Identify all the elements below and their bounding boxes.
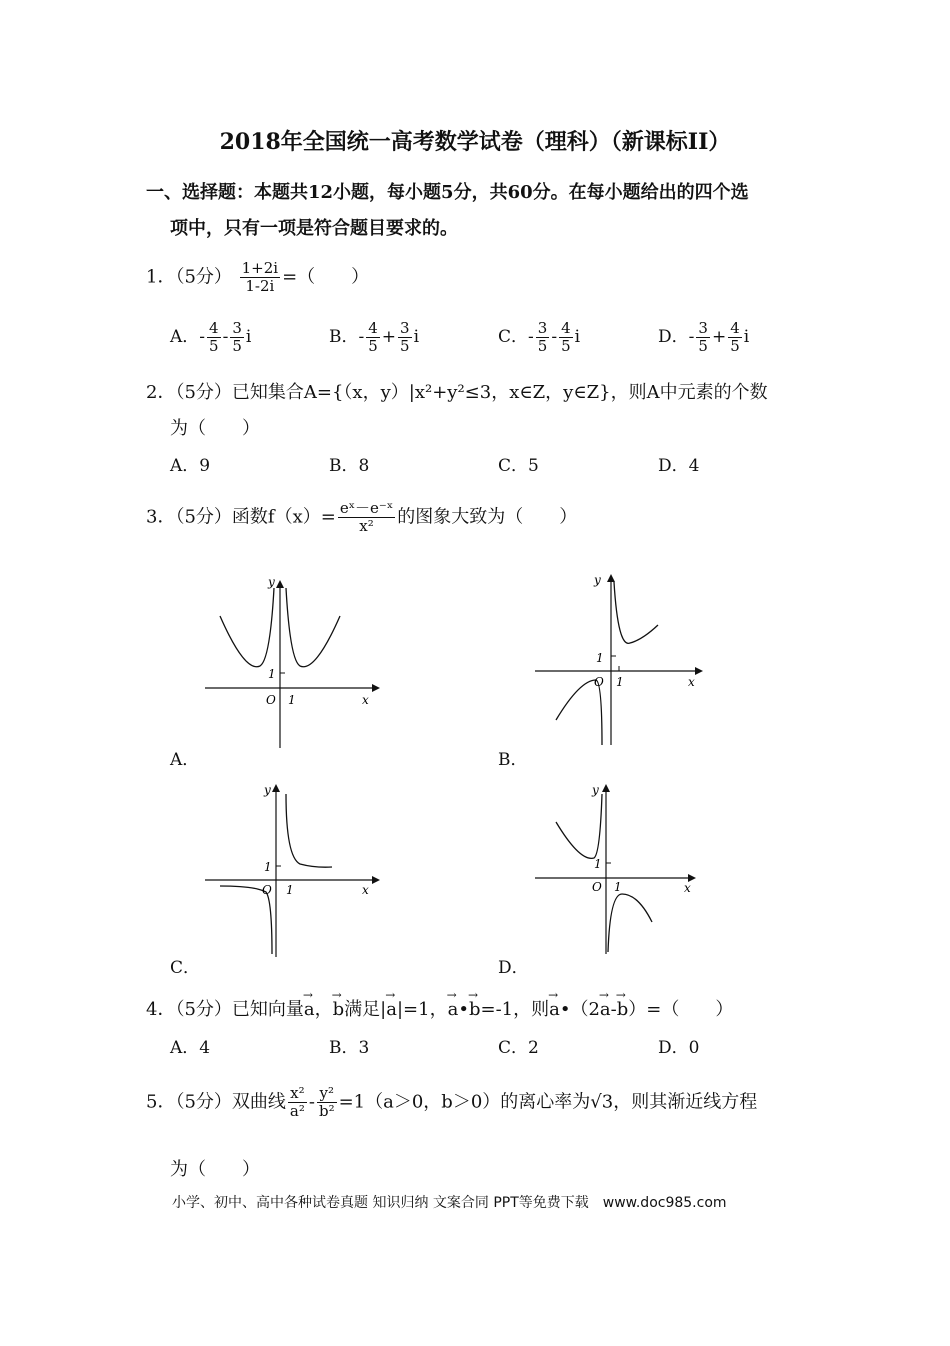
question-2-line2: 为（ ） [170, 418, 260, 439]
graph-b-x-label: x [688, 675, 695, 689]
q1-score: （5分） [175, 266, 232, 288]
q4-option-c: C．2 [498, 1038, 539, 1058]
q1-option-c: C．- $\frac{3}{5}$ - $\frac{4}{5}$ i [498, 319, 581, 355]
question-5: 5．（5分）双曲线 $\frac{\text{x²}}{\text{a²}}$ - $\frac{\text{y²}}{\text{b²}}$ =1（a＞0，b＞0）的离心率为√3，则其渐近线方程 [146, 1084, 758, 1120]
q3-prefix: 3．（5分）函数f（x）= [146, 506, 336, 528]
graph-b-one-y: 1 [596, 651, 604, 665]
graph-c [200, 782, 380, 960]
vector-b: → b [333, 999, 345, 1020]
graph-c-one-y: 1 [264, 860, 272, 874]
q1-tail: =（ ） [282, 266, 370, 288]
graph-d-x-label: x [684, 881, 691, 895]
section-heading-line1: 一、选择题：本题共12小题，每小题5分，共60分。在每小题给出的四个选 [146, 182, 749, 203]
sqrt-3: √3 [590, 1091, 614, 1113]
section-heading-line2: 项中，只有一项是符合题目要求的。 [170, 218, 458, 239]
graph-d-y-label: y [592, 783, 599, 797]
question-5-line2: 为（ ） [170, 1159, 260, 1180]
q2-option-a: A．9 [170, 456, 211, 476]
question-3 [146, 500, 577, 535]
graph-a-x-label: x [362, 693, 369, 707]
graph-c-one-x: 1 [286, 883, 294, 897]
graph-a-origin: O [266, 693, 276, 707]
q4-option-d: D．0 [658, 1038, 700, 1058]
graph-c-x-label: x [362, 883, 369, 897]
graph-c-y-label: y [264, 783, 271, 797]
page-title: 2018年全国统一高考数学试卷（理科）（新课标II） [219, 129, 731, 155]
graph-d-one-x: 1 [614, 880, 622, 894]
graph-b-label: B． [498, 750, 528, 770]
graph-d-label: D． [498, 958, 529, 978]
q3-fraction [338, 500, 395, 535]
q4-option-b: B．3 [329, 1038, 370, 1058]
q2-option-b: B．8 [329, 456, 370, 476]
q1-option-a: A．- $\frac{4}{5}$ - $\frac{3}{5}$ i [170, 319, 252, 355]
q3-suffix: 的图象大致为（ ） [397, 506, 578, 528]
q3-fraction-numerator: eˣ－e⁻ˣ [339, 499, 394, 517]
graph-a-one-x: 1 [288, 693, 296, 707]
q2-option-d: D．4 [658, 456, 700, 476]
question-4: 4．（5分）已知向量→ a，→ b满足|→ a|=1，→ a•→ b=-1，则→ a•（2→ a-→ b）=（ ） [146, 995, 733, 1021]
q1-fraction [240, 260, 280, 295]
graph-a-y-label: y [268, 578, 275, 589]
graph-b-origin: O [594, 675, 604, 689]
graph-c-label: C． [170, 958, 201, 978]
q1-option-d: D．- $\frac{3}{5}$ + $\frac{4}{5}$ i [658, 319, 750, 355]
q2-option-c: C．5 [498, 456, 539, 476]
page-footer: 小学、初中、高中各种试卷真题 知识归纳 文案合同 PPT等免费下载 www.doc985.com [172, 1195, 727, 1211]
q3-fraction-denominator: x² [359, 517, 374, 535]
graph-c-origin: O [262, 883, 272, 897]
graph-a-label: A． [170, 750, 200, 770]
graph-b-y-label: y [594, 573, 601, 587]
vector-a: → a [304, 999, 315, 1020]
q1-option-b: B．- $\frac{4}{5}$ + $\frac{3}{5}$ i [329, 319, 420, 355]
graph-d-one-y: 1 [594, 857, 602, 871]
graph-d-origin: O [592, 880, 602, 894]
graph-b-one-x: 1 [616, 675, 624, 689]
q1-number: 1． [146, 266, 176, 288]
question-1 [146, 260, 369, 295]
q4-option-a: A．4 [170, 1038, 211, 1058]
graph-a [200, 578, 380, 753]
graph-b [530, 570, 705, 750]
q1-fraction-denominator: 1-2i [245, 277, 275, 295]
q1-fraction-numerator: 1+2i [241, 259, 279, 277]
question-2-line1: 2．（5分）已知集合A={（x，y）|x²+y²≤3，x∈Z，y∈Z}，则A中元素的个数 [146, 382, 768, 403]
graph-a-one-y: 1 [268, 667, 276, 681]
graph-d [530, 782, 705, 960]
